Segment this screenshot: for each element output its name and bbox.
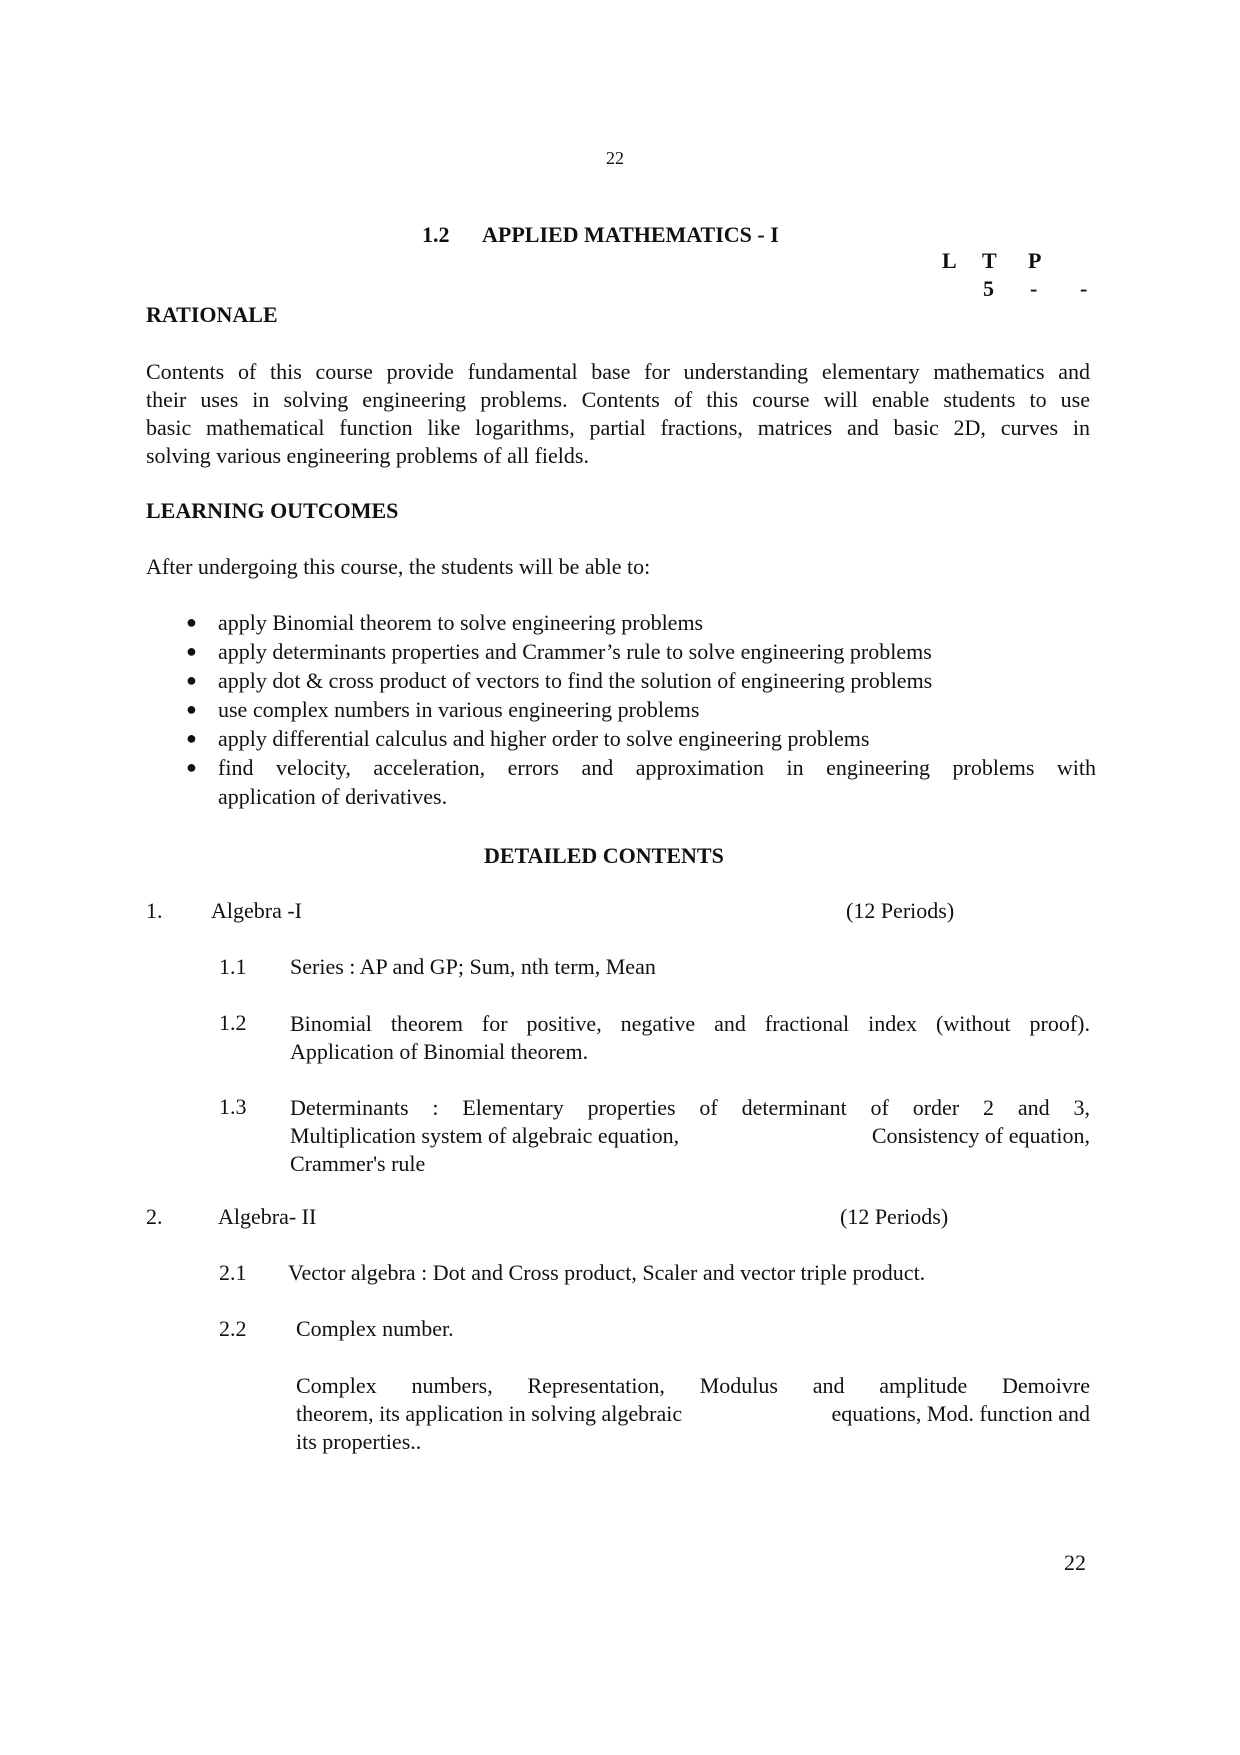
outcome-text: apply determinants properties and Crammer’s rule to solve engineering problems <box>218 639 932 664</box>
bullet-icon: ● <box>186 612 197 632</box>
topic-1-3-line: Crammer's rule <box>290 1151 426 1176</box>
topic-1-2-text <box>290 1010 1090 1066</box>
topic-2-2-paragraph <box>296 1372 1090 1456</box>
list-item <box>186 608 1096 637</box>
unit-2-title: Algebra- II <box>218 1204 317 1229</box>
bullet-icon: ● <box>186 670 197 690</box>
ltp-label-t: T <box>982 248 997 273</box>
rationale-line: solving various engineering problems of all fields. <box>146 443 589 468</box>
ltp-label-l: L <box>942 248 957 273</box>
outcome-text: apply differential calculus and higher order to solve engineering problems <box>218 726 870 751</box>
unit-2-periods: (12 Periods) <box>840 1204 949 1229</box>
topic-2-1-number: 2.1 <box>219 1260 247 1285</box>
topic-2-2-number: 2.2 <box>219 1316 247 1341</box>
ltp-value-p: - <box>1080 276 1088 301</box>
ltp-value-t: - <box>1030 276 1038 301</box>
rationale-paragraph <box>146 358 1090 470</box>
topic-1-3-number: 1.3 <box>219 1094 247 1119</box>
bullet-icon: ● <box>186 728 197 748</box>
topic-1-1-number: 1.1 <box>219 954 247 979</box>
topic-1-3-line: Determinants : Elementary properties of determinant of order 2 and 3, <box>290 1095 1090 1120</box>
learning-outcomes-list <box>186 608 1096 811</box>
list-item <box>186 753 1096 811</box>
topic-1-2-line: Application of Binomial theorem. <box>290 1039 589 1064</box>
learning-outcomes-intro: After undergoing this course, the students will be able to: <box>146 554 651 579</box>
rationale-line: their uses in solving engineering problems. Contents of this course will enable students to use <box>146 387 1090 412</box>
course-title-number: 1.2 <box>422 222 450 247</box>
topic-2-1-text: Vector algebra : Dot and Cross product, Scaler and vector triple product. <box>288 1260 926 1285</box>
ltp-value-l: 5 <box>983 276 994 301</box>
rationale-line: Contents of this course provide fundamental base for understanding elementary mathematics and <box>146 359 1090 384</box>
ltp-label-p: P <box>1028 248 1042 273</box>
outcome-text: use complex numbers in various engineering problems <box>218 697 700 722</box>
list-item <box>186 695 1096 724</box>
list-item <box>186 666 1096 695</box>
page-number-bottom: 22 <box>1064 1550 1086 1575</box>
unit-1-title: Algebra -I <box>211 898 303 923</box>
unit-1-periods: (12 Periods) <box>846 898 955 923</box>
learning-outcomes-heading: LEARNING OUTCOMES <box>146 498 399 523</box>
outcome-text: apply Binomial theorem to solve engineering problems <box>218 610 704 635</box>
page-number-top: 22 <box>606 148 624 168</box>
outcome-text: apply dot & cross product of vectors to find the solution of engineering problems <box>218 668 933 693</box>
rationale-heading: RATIONALE <box>146 302 278 327</box>
list-item <box>186 637 1096 666</box>
bullet-icon: ● <box>186 641 197 661</box>
unit-2-number: 2. <box>146 1204 163 1229</box>
bullet-icon: ● <box>186 699 197 719</box>
topic-1-2-line: Binomial theorem for positive, negative and fractional index (without proof). <box>290 1011 1090 1036</box>
rationale-line: basic mathematical function like logarithms, partial fractions, matrices and basic 2D, curves in <box>146 415 1090 440</box>
topic-2-2-line-part: theorem, its application in solving algebraic <box>296 1401 683 1426</box>
topic-1-2-number: 1.2 <box>219 1010 247 1035</box>
topic-1-3-line <box>290 1122 1090 1150</box>
detailed-contents-heading: DETAILED CONTENTS <box>484 843 724 868</box>
topic-1-3-line-part: Multiplication system of algebraic equation, <box>290 1123 680 1148</box>
topic-2-2-line <box>296 1400 1090 1428</box>
topic-2-2-line: its properties.. <box>296 1429 422 1454</box>
outcome-text: find velocity, acceleration, errors and approximation in engineering problems with <box>218 755 1096 780</box>
topic-1-3-line-part: Consistency of equation, <box>871 1123 1090 1148</box>
topic-2-2-text: Complex number. <box>296 1316 454 1341</box>
outcome-text-continued: application of derivatives. <box>218 784 448 809</box>
topic-2-2-line-part: equations, Mod. function and <box>831 1401 1090 1426</box>
topic-1-1-text: Series : AP and GP; Sum, nth term, Mean <box>290 954 656 979</box>
topic-1-3-text <box>290 1094 1090 1178</box>
bullet-icon: ● <box>186 757 197 777</box>
list-item <box>186 724 1096 753</box>
unit-1-number: 1. <box>146 898 163 923</box>
topic-2-2-line: Complex numbers, Representation, Modulus and amplitude Demoivre <box>296 1373 1090 1398</box>
course-title: APPLIED MATHEMATICS - I <box>482 222 779 247</box>
